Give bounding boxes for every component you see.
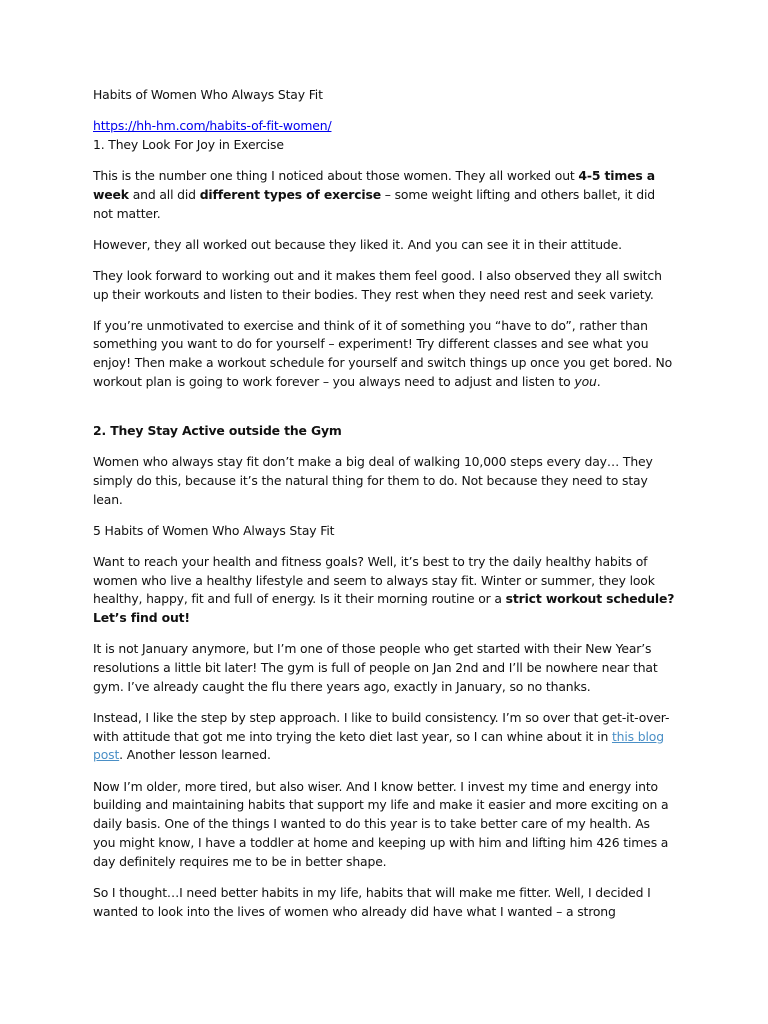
paragraph-4-text-c: . — [596, 374, 601, 390]
paragraph-4 — [93, 317, 675, 392]
paragraph-5: Women who always stay fit don’t make a big deal of walking 10,000 steps every day… They simply do this, because it’s the natural thing for them to do. Not because they need to stay lean. — [93, 453, 653, 507]
paragraph-2: However, they all worked out because they liked it. And you can see it in their attitude. — [93, 236, 622, 252]
paragraph-6-bold-text: strict workout schedule? Let’s find out! — [93, 591, 675, 626]
paragraph-1-text-a: This is the number one thing I noticed about those women. They all worked out — [93, 167, 579, 183]
paragraph-4-text-a: If you’re unmotivated to exercise and think of it of something you “have to do”, rather than something you want to do for yourself – experiment! Try different classes and see what you enjoy! Then make a workout schedule for yourself and switch things up once you get bored. No workout plan is going to work forever – you always need to adjust and listen to — [93, 317, 673, 390]
paragraph-6 — [93, 553, 675, 628]
blog-post-link[interactable]: this blog post — [93, 728, 664, 763]
document-title: Habits of Women Who Always Stay Fit — [93, 87, 323, 102]
paragraph-4-italic-you: you — [574, 374, 597, 390]
paragraph-7: It is not January anymore, but I’m one of those people who get started with their New Year’s resolutions a little bit later! The gym is full of people on Jan 2nd and I’ll be nowhere near that gym. I’ve already caught the flu there years ago, exactly in January, so no thanks. — [93, 641, 658, 694]
paragraph-1-bold-frequency: 4-5 times a week — [93, 167, 656, 202]
paragraph-10: So I thought…I need better habits in my life, habits that will make me fitter. Well, I decided I wanted to look into the lives of women who already did have what I wanted – a strong — [93, 884, 651, 919]
paragraph-9: Now I’m older, more tired, but also wiser. And I know better. I invest my time and energy into building and maintaining habits that support my life and make it easier and more exciting on a daily basis. One of the things I wanted to do this year is to take better care of my health. As you might know, I have a toddler at home and keeping up with him and lifting him 426 times a day definitely requires me to be in better shape. — [93, 778, 669, 869]
document-page — [93, 86, 675, 934]
section-2-heading — [93, 422, 675, 441]
paragraph-8-text-a: Instead, I like the step by step approach. I like to build consistency. I’m so over that get-it-over-with attitude that got me into trying the keto diet last year, so I can whine about it in — [93, 709, 670, 744]
paragraph-1-text-e: – some weight lifting and others ballet, it did not matter. — [93, 186, 655, 221]
paragraph-8-text-c: . Another lesson learned. — [119, 747, 271, 763]
paragraph-1-bold-types: different types of exercise — [199, 186, 381, 202]
section-2-heading-text: 2. They Stay Active outside the Gym — [93, 422, 342, 438]
paragraph-8 — [93, 709, 675, 765]
paragraph-6-text-a: Want to reach your health and fitness goals? Well, it’s best to try the daily healthy habits of women who live a healthy lifestyle and seem to always stay fit. Winter or summer, they look healthy, happy, fit and full of energy. Is it their morning routine or a — [93, 553, 655, 607]
source-url-link[interactable]: https://hh-hm.com/habits-of-fit-women/ — [93, 118, 332, 134]
paragraph-1-text-c: and all did — [128, 186, 200, 202]
paragraph-3: They look forward to working out and it makes them feel good. I also observed they all switch up their workouts and listen to their bodies. They rest when they need rest and seek variety. — [93, 267, 662, 302]
subtitle: 5 Habits of Women Who Always Stay Fit — [93, 522, 335, 538]
section-1-heading: 1. They Look For Joy in Exercise — [93, 136, 284, 152]
source-url-line — [93, 117, 675, 136]
paragraph-1 — [93, 167, 675, 223]
